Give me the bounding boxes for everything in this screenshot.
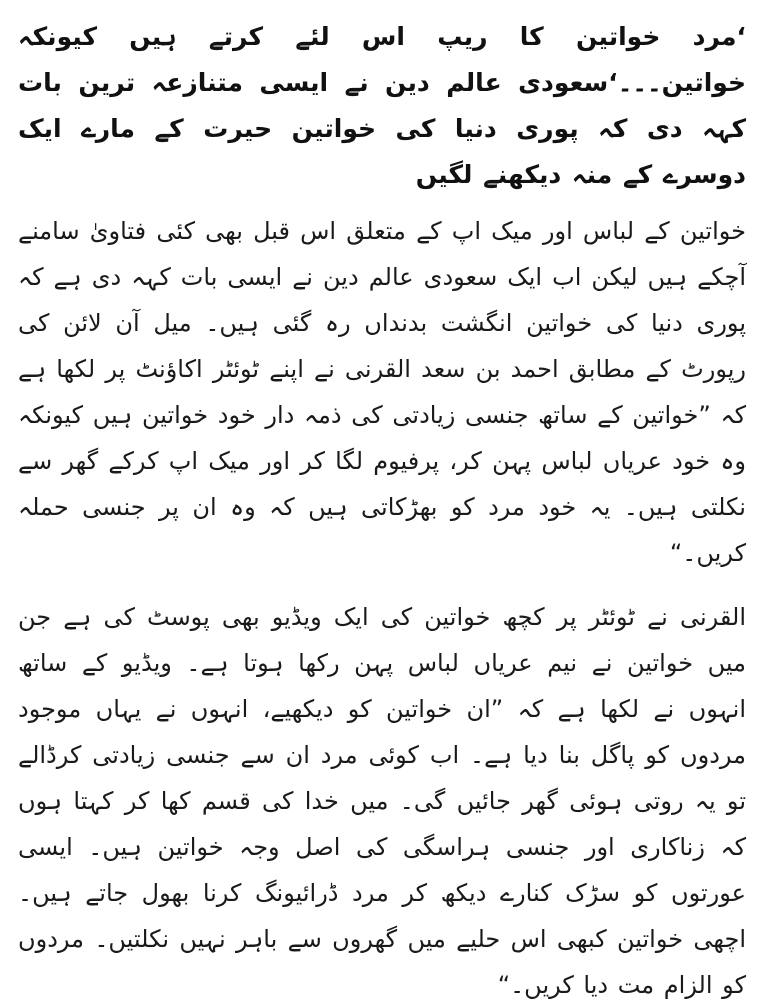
article-body-paragraph: القرنی نے ٹوئٹر پر کچھ خواتین کی ایک ویڈیو بھی پوسٹ کی ہے جن میں خواتین نے نیم عریاں لباس پہن رکھا ہوتا ہے۔ ویڈیو کے ساتھ انہوں نے لکھا ہے کہ ”ان خواتین کو دیکھیے، انہوں نے یہاں موجود مردوں کو پاگل بنا دیا ہے۔ اب کوئی مرد ان سے جنسی زیادتی کرڈالے تو یہ روتی ہوئی گھر جائیں گی۔ میں خدا کی قسم کھا کر کہتا ہوں کہ زناکاری اور جنسی ہراسگی کی اصل وجہ خواتین ہیں۔ ایسی عورتوں کو سڑک کنارے دیکھ کر مرد ڈرائیونگ کرنا بھول جاتے ہیں۔ اچھی خواتین کبھی اس حلیے میں گھروں سے باہر نہیں نکلتیں۔ مردوں کو الزام مت دیا کریں۔“ <box>18 603 746 999</box>
article-body-paragraph: خواتین کے لباس اور میک اپ کے متعلق اس قبل بھی کئی فتاویٰ سامنے آچکے ہیں لیکن اب ایک سعودی عالم دین نے ایسی بات کہہ دی ہے کہ پوری دنیا کی خواتین انگشت بدنداں رہ گئی ہیں۔ میل آن لائن کی رپورٹ کے مطابق احمد بن سعد القرنی نے اپنے ٹوئٹر اکاؤنٹ پر لکھا ہے کہ ”خواتین کے ساتھ جنسی زیادتی کی ذمہ دار خود خواتین ہیں کیونکہ وہ خود عریاں لباس پہن کر، پرفیوم لگا کر اور میک اپ کرکے گھر سے نکلتی ہیں۔ یہ خود مرد کو بھڑکاتی ہیں کہ وہ ان پر جنسی حملہ کریں۔“ <box>18 217 746 567</box>
article-headline-paragraph: ‘مرد خواتین کا ریپ اس لئے کرتے ہیں کیونکہ خواتین۔۔۔‘سعودی عالم دین نے ایسی متنازعہ ترین بات کہہ دی کہ پوری دنیا کی خواتین حیرت کے مارے ایک دوسرے کے منہ دیکھنے لگیں <box>18 22 746 189</box>
